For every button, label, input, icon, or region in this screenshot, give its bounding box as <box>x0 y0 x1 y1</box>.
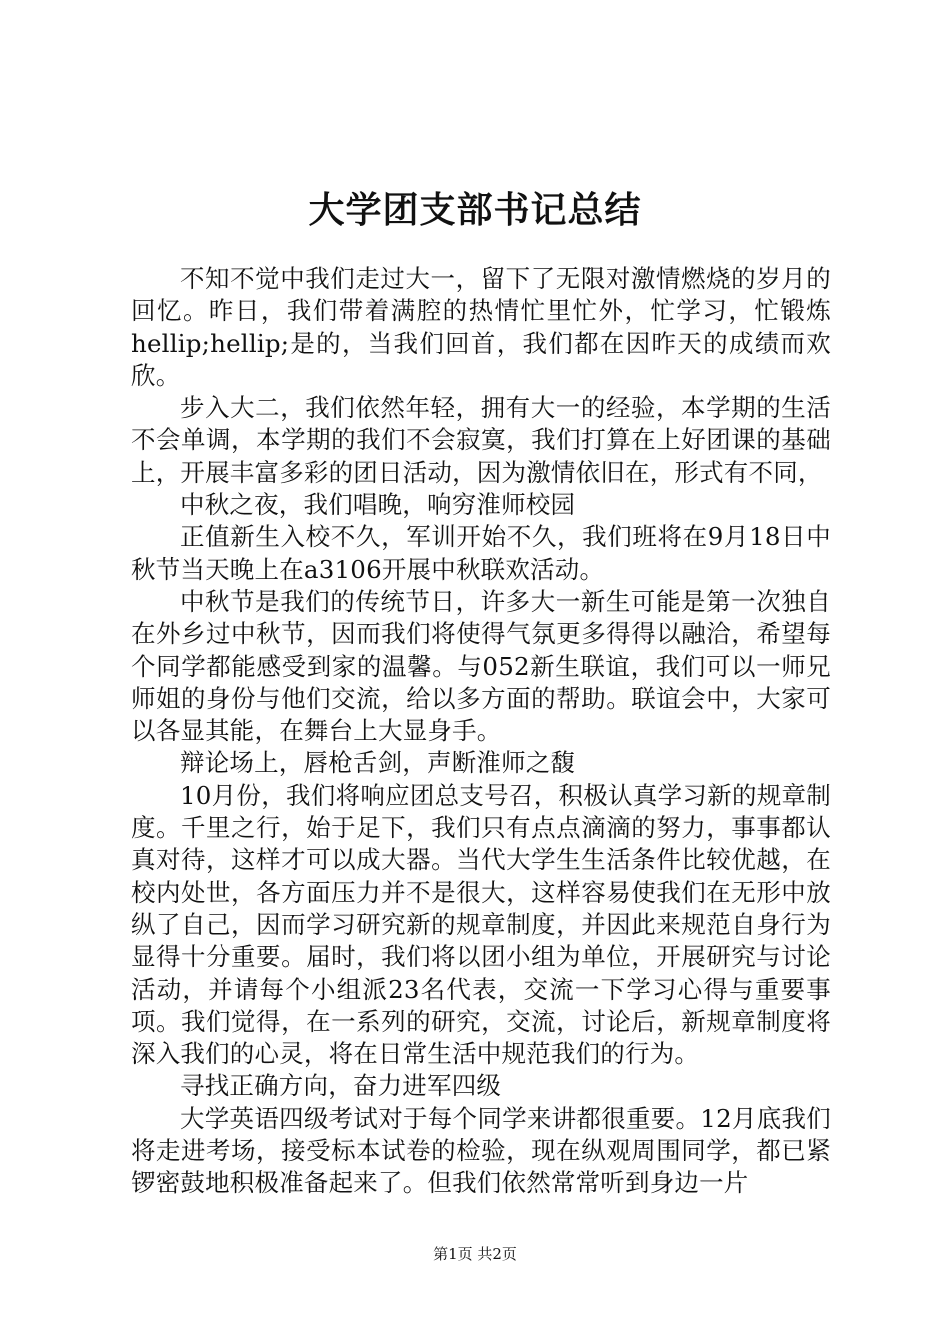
paragraph: 10月份，我们将响应团总支号召，积极认真学习新的规章制度。千里之行，始于足下，我们只有点点滴滴的努力，事事都认真对待，这样才可以成大器。当代大学生生活条件比较优越，在校内处世，各方面压力并不是很大，这样容易使我们在无形中放纵了自己，因而学习研究新的规章制度，并因此来规范自身行为显得十分重要。届时，我们将以团小组为单位，开展研究与讨论活动，并请每个小组派23名代表，交流一下学习心得与重要事项。我们觉得，在一系列的研究，交流，讨论后，新规章制度将深入我们的心灵，将在日常生活中规范我们的行为。 <box>131 780 831 1069</box>
section-heading: 辩论场上，唇枪舌剑，声断淮师之馥 <box>180 748 576 778</box>
document-body <box>131 263 831 1200</box>
page-number-footer: 第1页 共2页 <box>433 1245 517 1263</box>
paragraph: 大学英语四级考试对于每个同学来讲都很重要。12月底我们将走进考场，接受标本试卷的检验，现在纵观周围同学，都已紧锣密鼓地积极准备起来了。但我们依然常常听到身边一片 <box>131 1103 831 1198</box>
paragraph: 中秋节是我们的传统节日，许多大一新生可能是第一次独自在外乡过中秋节，因而我们将使得气氛更多得得以融洽，希望每个同学都能感受到家的温馨。与052新生联谊，我们可以一师兄师姐的身份与他们交流，给以多方面的帮助。联谊会中，大家可以各显其能，在舞台上大显身手。 <box>131 586 831 746</box>
paragraph: 步入大二，我们依然年轻，拥有大一的经验，本学期的生活不会单调，本学期的我们不会寂寞，我们打算在上好团课的基础上，开展丰富多彩的团日活动，因为激情依旧在，形式有不同， <box>131 393 831 487</box>
document-title: 大学团支部书记总结 <box>308 189 642 231</box>
section-heading: 中秋之夜，我们唱晚，响穷淮师校园 <box>180 490 576 520</box>
paragraph: 正值新生入校不久，军训开始不久，我们班将在9月18日中秋节当天晚上在a3106开展中秋联欢活动。 <box>131 522 831 584</box>
section-heading: 寻找正确方向，奋力进军四级 <box>180 1071 502 1101</box>
paragraph: 不知不觉中我们走过大一，留下了无限对激情燃烧的岁月的回忆。昨日，我们带着满腔的热情忙里忙外，忙学习，忙锻炼hellip;hellip;是的，当我们回首，我们都在因昨天的成绩而欢欣。 <box>131 264 831 390</box>
